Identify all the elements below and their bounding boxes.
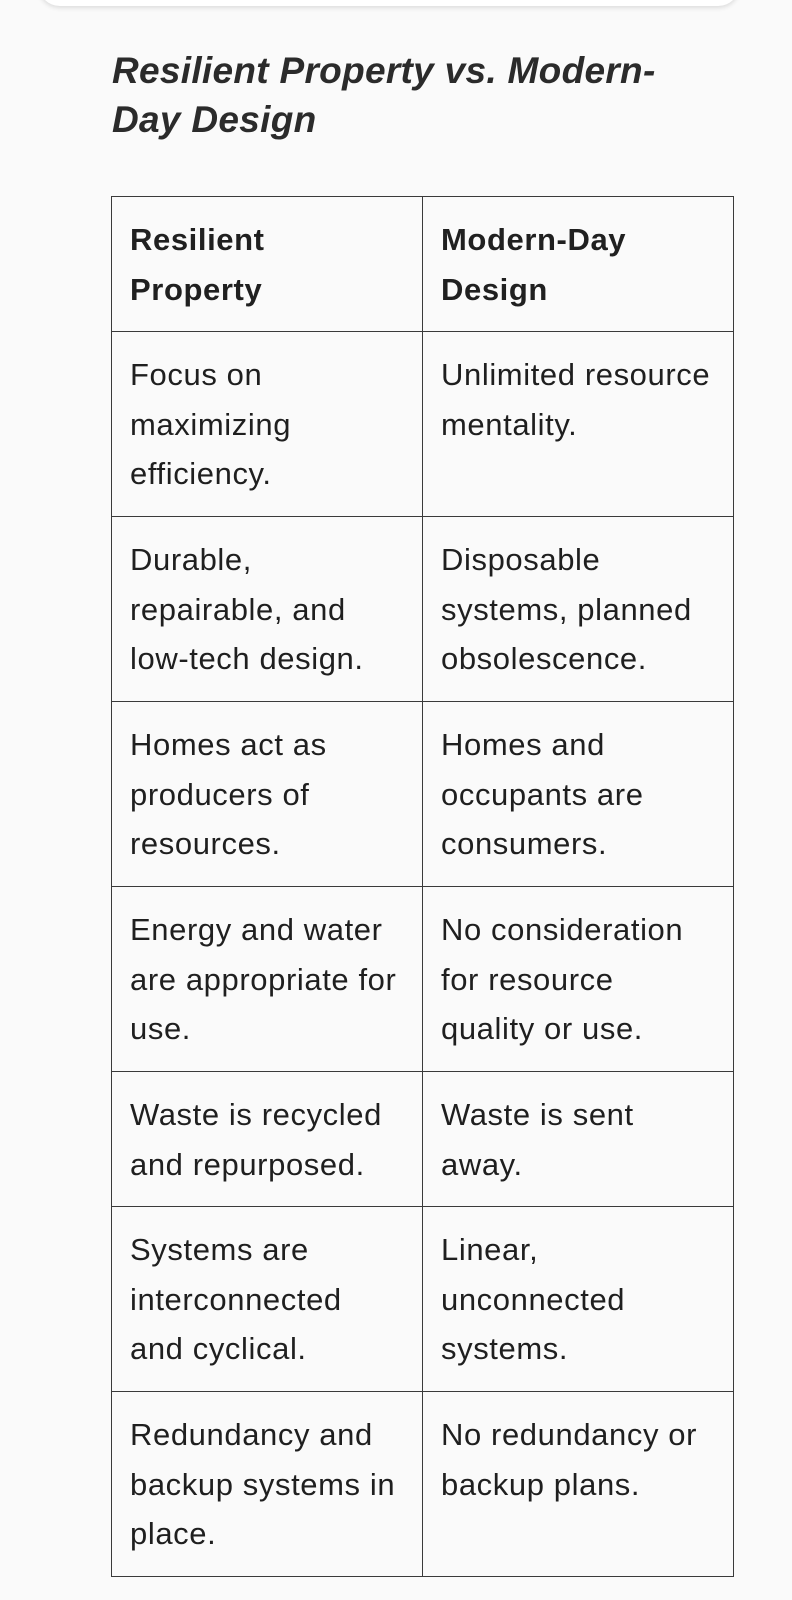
table-cell: Waste is recycled and repurposed. — [112, 1072, 423, 1207]
table-cell: Linear, unconnected systems. — [423, 1207, 734, 1392]
table-row — [112, 887, 734, 1072]
table-row — [112, 1207, 734, 1392]
table-cell: No consideration for resource quality or use. — [423, 887, 734, 1072]
table-cell: Disposable systems, planned obsolescence. — [423, 517, 734, 702]
header-resilient-property: Resilient Property — [112, 197, 423, 332]
table-cell: Durable, repairable, and low-tech design. — [112, 517, 423, 702]
table-cell: Unlimited resource mentality. — [423, 332, 734, 517]
table-row — [112, 517, 734, 702]
comparison-table — [111, 196, 734, 1577]
table-row — [112, 1072, 734, 1207]
table-row — [112, 332, 734, 517]
table-cell: Systems are interconnected and cyclical. — [112, 1207, 423, 1392]
table-row — [112, 702, 734, 887]
table-cell: Redundancy and backup systems in place. — [112, 1392, 423, 1577]
table-cell: Homes and occupants are consumers. — [423, 702, 734, 887]
table-cell: Focus on maximizing efficiency. — [112, 332, 423, 517]
table-row — [112, 1392, 734, 1577]
table-header-row — [112, 197, 734, 332]
table-cell: Energy and water are appropriate for use. — [112, 887, 423, 1072]
top-card-edge — [38, 0, 740, 6]
article-title: Resilient Property vs. Modern-Day Design — [112, 50, 656, 140]
table-cell: No redundancy or backup plans. — [423, 1392, 734, 1577]
table-cell: Waste is sent away. — [423, 1072, 734, 1207]
header-modern-day-design: Modern-Day Design — [423, 197, 734, 332]
table-cell: Homes act as producers of resources. — [112, 702, 423, 887]
